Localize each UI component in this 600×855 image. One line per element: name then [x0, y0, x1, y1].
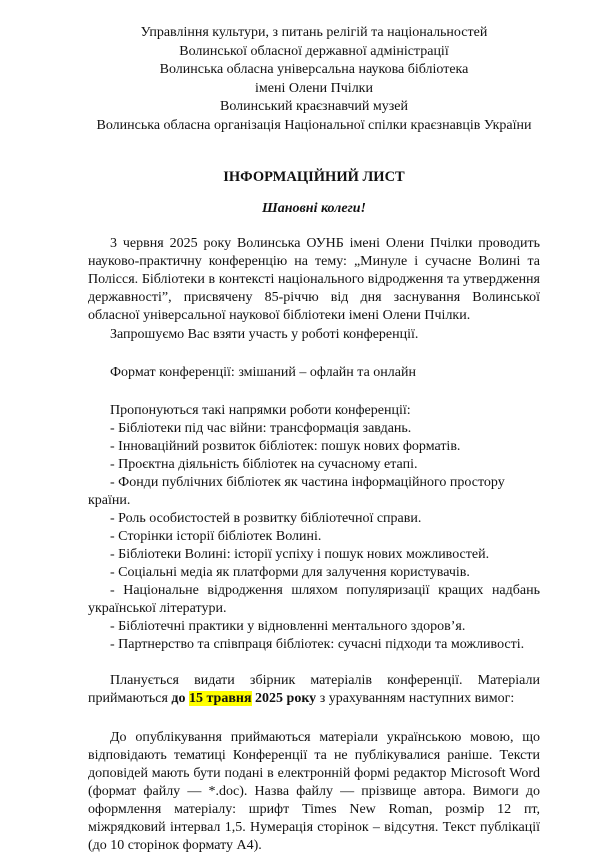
- header-line: Волинський краєзнавчий музей: [220, 99, 408, 114]
- deadline-text: Планується видати збірник матеріалів конференції. Матеріали приймаються: [88, 673, 540, 706]
- list-item: - Фонди публічних бібліотек як частина інформаційного простору країни.: [88, 475, 505, 508]
- list-item: - Бібліотечні практики у відновленні ментального здоров’я.: [110, 619, 466, 634]
- header-line: Волинська обласна універсальна наукова бібліотека: [159, 62, 469, 77]
- organizers-header: [88, 24, 540, 135]
- header-line: імені Олени Пчілки: [255, 80, 373, 96]
- deadline-text-after: з урахуванням наступних вимог:: [319, 691, 515, 706]
- intro-paragraph: 3 червня 2025 року Волинська ОУНБ імені Олени Пчілки проводить науково-практичну конференцію на тему: „Минуле і сучасне Волині та Полісся. Бібліотеки в контексті національного відродження та утвердження державності”, присвячену 85-річчю від дня заснування Волинської обласної універсальної наукової бібліотеки імені Олени Пчілки.: [88, 236, 540, 323]
- requirements-paragraph: До опублікування приймаються матеріали українською мовою, що відповідають тематиці Конференції та не публікувалися раніше. Тексти доповідей мають бути подані в електронній формі редактор Microsoft Word (формат файлу — *.doc). Назва файлу — прізвище автора. Вимоги до оформлення матеріалу: шрифт Times New Roman, розмір 12 пт, міжрядковий інтервал 1,5. Нумерація сторінок – відсутня. Текст публікації (до 10 сторінок формату А4).: [88, 730, 540, 853]
- header-line: Управління культури, з питань релігій та національностей: [140, 25, 488, 40]
- deadline-year: 2025 року: [255, 691, 317, 706]
- list-item: - Проєктна діяльність бібліотек на сучасному етапі.: [110, 457, 418, 472]
- format-paragraph: Формат конференції: змішаний – офлайн та онлайн: [110, 365, 416, 380]
- greeting: Шановні колеги!: [262, 201, 366, 216]
- list-item: - Сторінки історії бібліотек Волині.: [110, 529, 322, 544]
- list-item: - Бібліотеки під час війни: трансформація завдань.: [110, 421, 412, 436]
- directions-heading: Пропонуються такі напрямки роботи конференції:: [110, 403, 411, 418]
- list-item: - Партнерство та співпраця бібліотек: сучасні підходи та можливості.: [110, 637, 525, 652]
- list-item: - Соціальні медіа як платформи для залучення користувачів.: [110, 565, 470, 580]
- deadline-date-highlight: 15 травня: [188, 691, 252, 706]
- directions-list: [88, 402, 540, 654]
- list-item: - Роль особистостей в розвитку бібліотечної справи.: [110, 511, 422, 526]
- document-title: ІНФОРМАЦІЙНИЙ ЛИСТ: [223, 169, 405, 185]
- list-item: - Національне відродження шляхом популяризації кращих надбань української літератури.: [88, 583, 540, 616]
- list-item: - Інноваційний розвиток бібліотек: пошук нових форматів.: [110, 439, 461, 454]
- list-item: - Бібліотеки Волині: історії успіху і пошук нових можливостей.: [110, 547, 490, 562]
- header-line: Волинська обласна організація Національної спілки краєзнавців України: [96, 117, 532, 133]
- deadline-prefix: до: [171, 691, 186, 706]
- invite-paragraph: Запрошуємо Вас взяти участь у роботі конференції.: [110, 327, 419, 342]
- deadline-paragraph: [88, 672, 540, 708]
- header-line: Волинської обласної державної адміністрації: [179, 43, 449, 59]
